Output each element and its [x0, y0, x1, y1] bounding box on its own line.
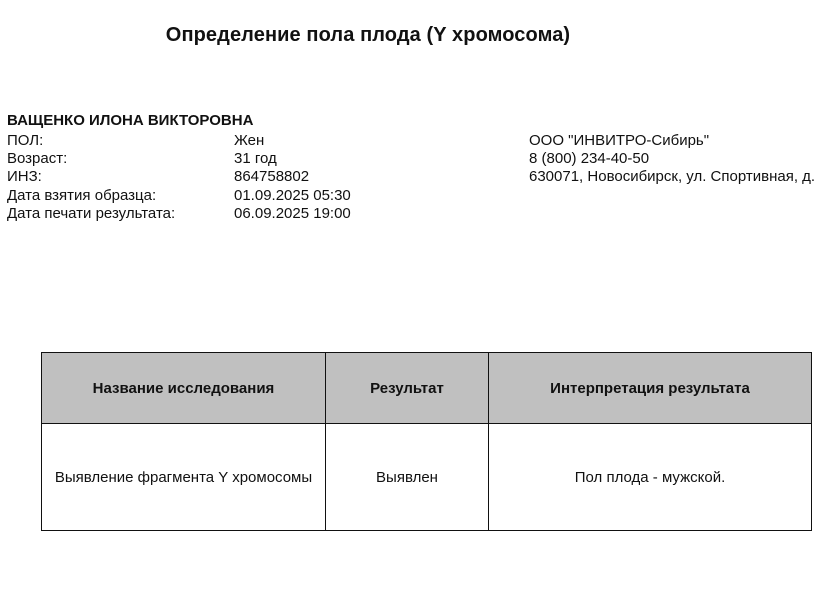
patient-name: ВАЩЕНКО ИЛОНА ВИКТОРОВНА — [7, 112, 254, 129]
organization-address: 630071, Новосибирск, ул. Спортивная, д. — [529, 168, 816, 186]
column-header-interpretation: Интерпретация результата — [489, 353, 812, 424]
inz-value: 864758802 — [234, 168, 310, 186]
results-table — [41, 352, 812, 531]
age-value: 31 год — [234, 150, 277, 168]
organization-name: ООО "ИНВИТРО-Сибирь" — [529, 132, 710, 149]
info-row-age — [7, 150, 351, 168]
column-header-test: Название исследования — [42, 353, 326, 424]
organization-info — [529, 132, 815, 187]
info-row-print-date — [7, 205, 351, 223]
organization-phone: 8 (800) 234-40-50 — [529, 150, 650, 168]
info-row-inz — [7, 168, 351, 186]
info-row-sex — [7, 132, 351, 150]
cell-result: Выявлен — [326, 424, 489, 531]
column-header-result: Результат — [326, 353, 489, 424]
print-date-label: Дата печати результата: — [7, 204, 176, 222]
page-title: Определение пола плода (Y хромосома) — [165, 24, 571, 46]
cell-interpretation: Пол плода - мужской. — [489, 424, 812, 531]
sex-value: Жен — [234, 132, 265, 149]
patient-info — [7, 132, 351, 223]
table-row — [42, 424, 812, 531]
print-date-value: 06.09.2025 19:00 — [234, 204, 351, 222]
cell-test-name: Выявление фрагмента Y хромосомы — [42, 424, 326, 531]
inz-label: ИНЗ: — [7, 168, 42, 186]
table-header-row — [42, 353, 812, 424]
sample-date-value: 01.09.2025 05:30 — [234, 186, 351, 204]
age-label: Возраст: — [7, 150, 68, 168]
sample-date-label: Дата взятия образца: — [7, 186, 157, 204]
sex-label: ПОЛ: — [7, 132, 44, 149]
info-row-sample-date — [7, 187, 351, 205]
